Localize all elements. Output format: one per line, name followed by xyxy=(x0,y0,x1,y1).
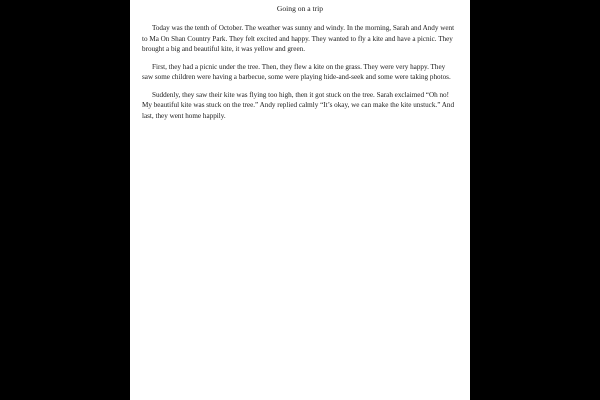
document-title: Going on a trip xyxy=(276,4,324,13)
paragraph-3: Suddenly, they saw their kite was flying too high, then it got stuck on the tree. Sarah exclaimed “Oh no! My beautiful kite was stuck on the tree.” Andy replied calmly “It’s okay, we can make the kite unstuck.” And last, they went home happily. xyxy=(142,90,455,120)
paragraph-1: Today was the tenth of October. The weather was sunny and windy. In the morning, Sarah and Andy went to Ma On Shan Country Park. They felt excited and happy. They wanted to fly a kite and have a picnic. They brought a big and beautiful kite, it was yellow and green. xyxy=(142,24,455,53)
paragraph-2: First, they had a picnic under the tree. Then, they flew a kite on the grass. They were very happy. They saw some children were having a barbecue, some were playing hide-and-seek and some were taking photos. xyxy=(142,62,451,81)
document-page xyxy=(130,0,470,400)
